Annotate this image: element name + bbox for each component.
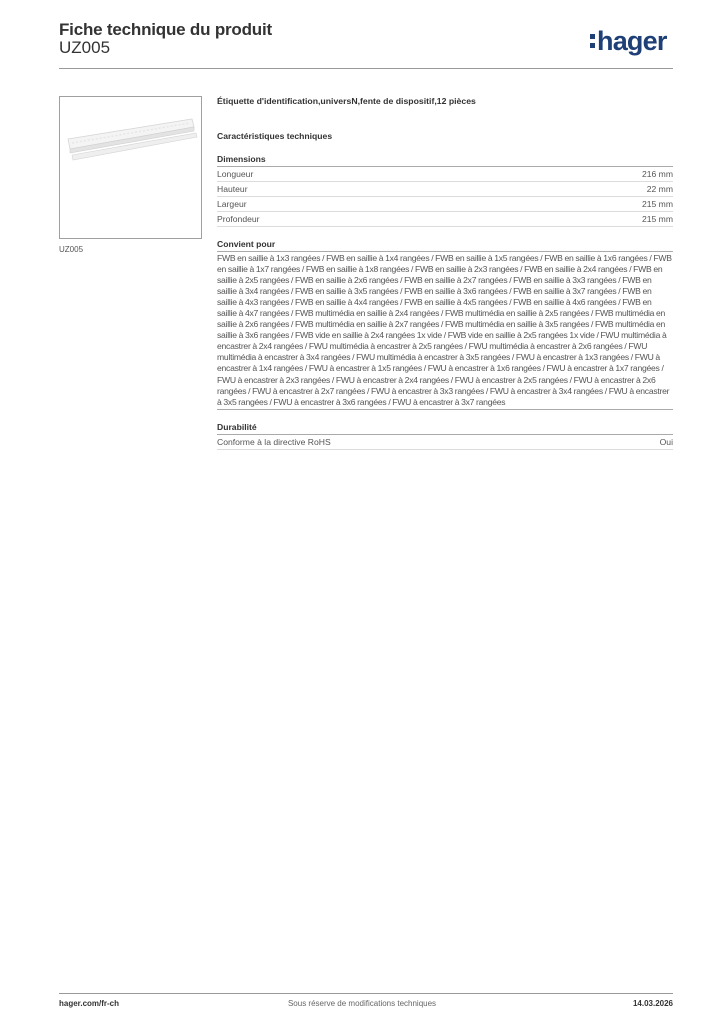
spec-label: Conforme à la directive RoHS [217, 436, 331, 447]
fits-title: Convient pour [217, 239, 673, 252]
spec-label: Profondeur [217, 214, 260, 224]
footer-date: 14.03.2026 [632, 999, 673, 1008]
image-caption: UZ005 [59, 245, 84, 254]
footer-divider [59, 993, 673, 994]
spec-row-depth [217, 212, 673, 227]
label-strip-icon [60, 97, 201, 238]
spec-row-width [217, 197, 673, 212]
durability-title: Durabilité [217, 422, 673, 435]
spec-value: 216 mm [641, 169, 673, 179]
spec-label: Longueur [217, 169, 254, 179]
footer-disclaimer: Sous réserve de modifications techniques [287, 999, 437, 1008]
spec-value: Oui [659, 436, 673, 447]
spec-content [217, 96, 673, 450]
page-title: Fiche technique du produit [59, 20, 272, 39]
spec-label: Hauteur [217, 184, 248, 194]
spec-label: Largeur [217, 199, 247, 209]
product-description: Étiquette d'identification,universN,fente de dispositif,12 pièces [217, 96, 476, 106]
spec-value: 215 mm [641, 214, 673, 224]
spec-value: 22 mm [646, 184, 673, 194]
header-divider [59, 68, 673, 69]
spec-value: 215 mm [641, 199, 673, 209]
tech-heading: Caractéristiques techniques [217, 131, 333, 141]
footer-website: hager.com/fr-ch [59, 999, 120, 1008]
spec-row-length [217, 167, 673, 182]
dimensions-title: Dimensions [217, 154, 673, 167]
logo-dots-icon [590, 34, 595, 50]
fits-text: FWB en saillie à 1x3 rangées / FWB en saillie à 1x4 rangées / FWB en saillie à 1x5 rangées / FWB en saillie à 1x6 rangées / FWB en saillie à 1x7 rangées / FWB en saillie à 1x8 rangées / FWB en saillie à 2x3 rangées / FWB en saillie à 2x4 rangées / FWB en saillie à 2x5 rangées / FWB en saillie à 2x6 rangées / FWB en saillie à 2x7 rangées / FWB en saillie à 3x3 rangées / FWB en saillie à 3x4 rangées / FWB en saillie à 3x5 rangées / FWB en saillie à 3x6 rangées / FWB en saillie à 3x7 rangées / FWB en saillie à 4x3 rangées / FWB en saillie à 4x4 rangées / FWB en saillie à 4x5 rangées / FWB en saillie à 4x6 rangées / FWB en saillie à 4x7 rangées / FWB multimédia en saillie à 2x4 rangées / FWB multimédia en saillie à 2x5 rangées / FWB multimédia en saillie à 2x6 rangées / FWB multimédia en saillie à 2x7 rangées / FWB multimédia en saillie à 3x5 rangées / FWB multimédia en saillie à 3x6 rangées / FWB vide en saillie à 2x4 rangées 1x vide / FWB vide en saillie à 2x5 rangées 1x vide / FWU multimédia à encastrer à 2x4 rangées / FWU multimédia à encastrer à 2x5 rangées / FWU multimédia à encastrer à 2x6 rangées / FWU multimédia à encastrer à 3x4 rangées / FWU multimédia à encastrer à 3x5 rangées / FWU à encastrer à 1x3 rangées / FWU à encastrer à 1x4 rangées / FWU à encastrer à 1x5 rangées / FWU à encastrer à 1x6 rangées / FWU à encastrer à 1x7 rangées / FWU à encastrer à 2x3 rangées / FWU à encastrer à 2x4 rangées / FWU à encastrer à 2x5 rangées / FWU à encastrer à 2x6 rangées / FWU à encastrer à 2x7 rangées / FWU à encastrer à 3x3 rangées / FWU à encastrer à 3x4 rangées / FWU à encastrer à 3x5 rangées / FWU à encastrer à 3x6 rangées / FWU à encastrer à 3x7 rangées [217, 252, 673, 410]
spec-row-rohs [217, 435, 673, 450]
product-image [59, 96, 202, 239]
logo-text: hager [597, 26, 667, 56]
product-code: UZ005 [59, 38, 111, 57]
hager-logo [590, 26, 667, 56]
spec-row-height [217, 182, 673, 197]
